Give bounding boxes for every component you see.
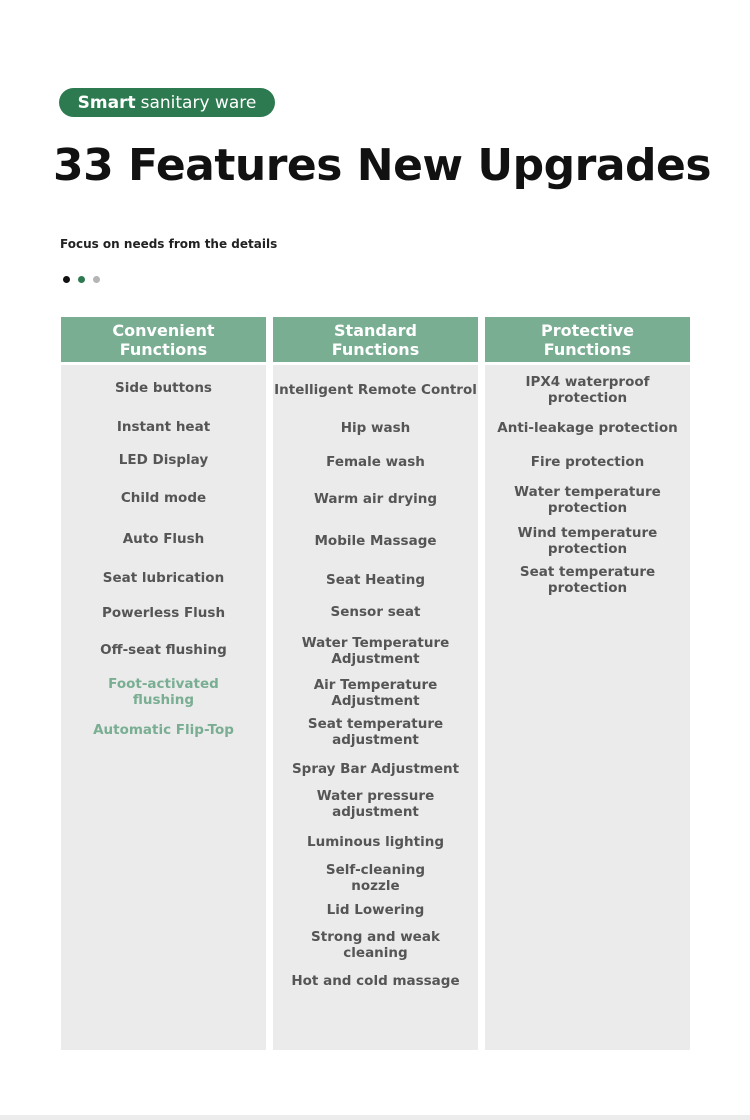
indicator-dot[interactable] bbox=[93, 276, 100, 283]
feature-item: Female wash bbox=[326, 454, 425, 470]
column-divider bbox=[485, 362, 690, 365]
feature-item: Wind temperature protection bbox=[517, 525, 658, 557]
feature-item: Water Temperature Adjustment bbox=[301, 635, 450, 667]
feature-item: Side buttons bbox=[115, 380, 212, 396]
column-divider bbox=[273, 362, 478, 365]
feature-item: Water pressure adjustment bbox=[316, 788, 435, 820]
badge-brand-word: Smart bbox=[77, 92, 136, 113]
carousel-indicator bbox=[63, 276, 100, 283]
page-subtitle: Focus on needs from the details bbox=[60, 237, 278, 251]
feature-item: Powerless Flush bbox=[101, 605, 226, 621]
column-divider bbox=[61, 362, 266, 365]
feature-item: Seat temperature protection bbox=[519, 564, 656, 596]
feature-item: Luminous lighting bbox=[306, 834, 445, 850]
feature-item: Lid Lowering bbox=[326, 902, 425, 918]
column-header bbox=[61, 317, 266, 362]
column-header bbox=[485, 317, 690, 362]
column-header-label: Standard Functions bbox=[331, 320, 420, 359]
indicator-dot[interactable] bbox=[78, 276, 85, 283]
feature-item: Instant heat bbox=[116, 419, 211, 435]
feature-item: Automatic Flip-Top bbox=[93, 722, 234, 738]
brand-badge bbox=[59, 88, 275, 117]
feature-item: Seat temperature adjustment bbox=[307, 716, 444, 748]
standard-functions-column bbox=[273, 317, 478, 1050]
indicator-dot[interactable] bbox=[63, 276, 70, 283]
feature-item: Off-seat flushing bbox=[100, 642, 227, 658]
convenient-functions-column bbox=[61, 317, 266, 1050]
feature-item: Self-cleaning nozzle bbox=[325, 862, 426, 894]
feature-item: Warm air drying bbox=[313, 491, 438, 507]
feature-item: Mobile Massage bbox=[314, 533, 437, 549]
feature-item: Sensor seat bbox=[330, 604, 421, 620]
feature-item: Air Temperature Adjustment bbox=[313, 677, 438, 709]
feature-item: Auto Flush bbox=[122, 531, 205, 547]
feature-item: LED Display bbox=[118, 452, 209, 468]
feature-item: Hip wash bbox=[340, 420, 411, 436]
column-header bbox=[273, 317, 478, 362]
feature-item: Spray Bar Adjustment bbox=[291, 761, 460, 777]
feature-item: Anti-leakage protection bbox=[497, 420, 678, 436]
feature-item: Seat lubrication bbox=[102, 570, 225, 586]
column-header-label: Convenient Functions bbox=[112, 320, 215, 359]
feature-item: Intelligent Remote Control bbox=[274, 382, 477, 398]
feature-item: Strong and weak cleaning bbox=[311, 929, 440, 961]
badge-category: sanitary ware bbox=[140, 92, 257, 113]
feature-item: Seat Heating bbox=[325, 572, 426, 588]
feature-item: Child mode bbox=[120, 490, 207, 506]
feature-item: Foot-activated flushing bbox=[108, 676, 219, 708]
page-title: 33 Features New Upgrades bbox=[53, 140, 712, 191]
feature-item: Fire protection bbox=[530, 454, 645, 470]
feature-item: Water temperature protection bbox=[514, 484, 661, 516]
column-header-label: Protective Functions bbox=[540, 320, 634, 359]
bottom-divider bbox=[0, 1115, 750, 1120]
feature-item: IPX4 waterproof protection bbox=[525, 374, 650, 406]
protective-functions-column bbox=[485, 317, 690, 1050]
feature-item: Hot and cold massage bbox=[291, 973, 460, 989]
